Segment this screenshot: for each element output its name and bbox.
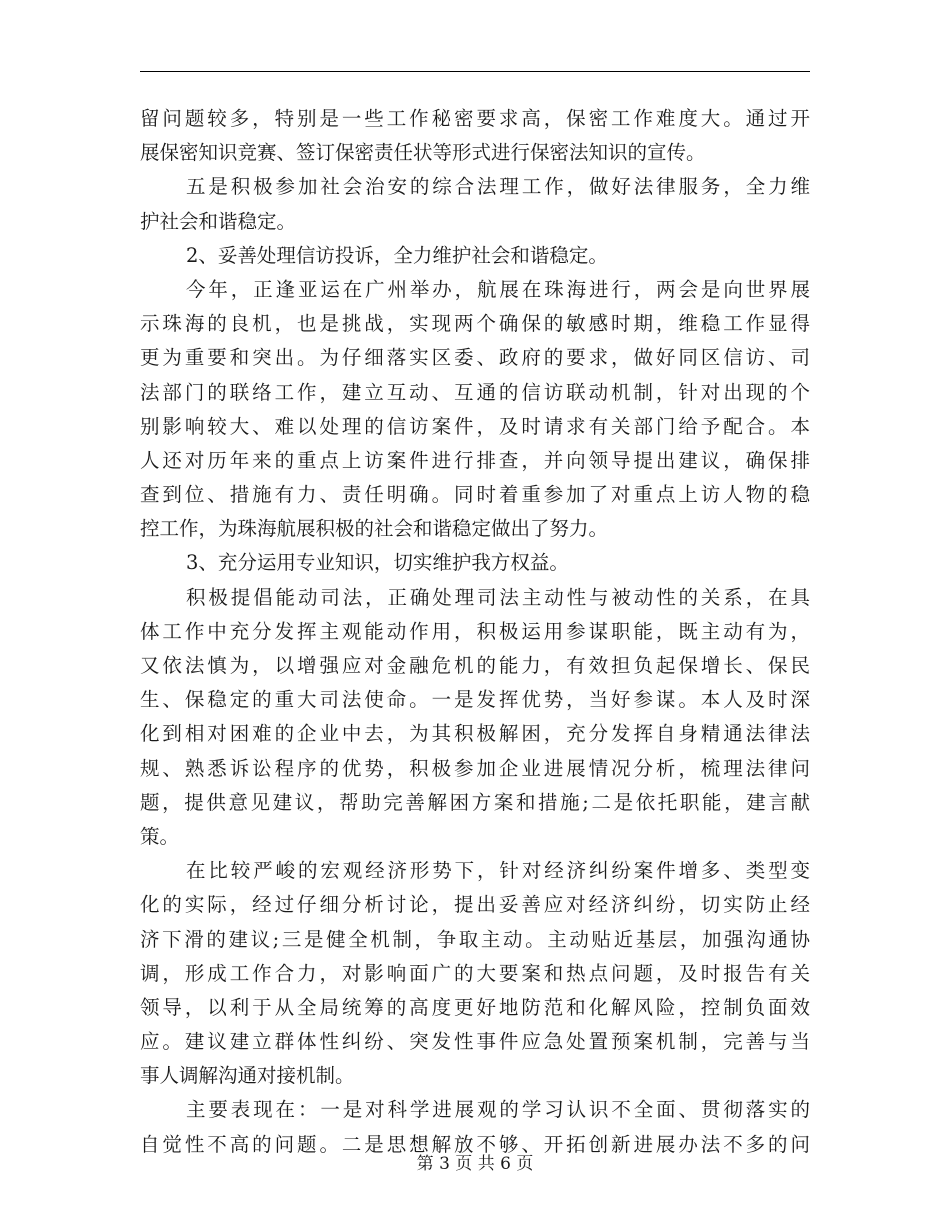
text-line: 展保密知识竞赛、签订保密责任状等形式进行保密法知识的宣传。	[140, 141, 706, 165]
text-line: 应。建议建立群体性纠纷、突发性事件应急处置预案机制，完善与当	[140, 1030, 810, 1054]
text-line: 生、保稳定的重大司法使命。一是发挥优势，当好参谋。本人及时深	[140, 688, 810, 712]
paragraph-first-line: 主要表现在：一是对科学进展观的学习认识不全面、贯彻落实的	[186, 1098, 810, 1122]
text-line: 领导，以利于从全局统筹的高度更好地防范和化解风险，控制负面效	[140, 995, 810, 1019]
section-heading: 3、充分运用专业知识，切实维护我方权益。	[186, 551, 569, 575]
text-line: 查到位、措施有力、责任明确。同时着重参加了对重点上访人物的稳	[140, 483, 810, 507]
text-line: 别影响较大、难以处理的信访案件，及时请求有关部门给予配合。本	[140, 414, 810, 438]
text-line: 调，形成工作合力，对影响面广的大要案和热点问题，及时报告有关	[140, 961, 810, 985]
page-number-footer: 第 3 页 共 6 页	[416, 1154, 534, 1174]
text-line: 控工作，为珠海航展积极的社会和谐稳定做出了努力。	[140, 517, 609, 541]
text-line: 法部门的联络工作，建立互动、互通的信访联动机制，针对出现的个	[140, 380, 810, 404]
text-line: 题，提供意见建议，帮助完善解困方案和措施;二是依托职能，建言献	[140, 790, 810, 814]
paragraph-first-line: 在比较严峻的宏观经济形势下，针对经济纠纷案件增多、类型变	[186, 859, 810, 883]
text-line: 又依法慎为，以增强应对金融危机的能力，有效担负起保增长、保民	[140, 654, 810, 677]
text-line: 护社会和谐稳定。	[140, 209, 297, 233]
text-line: 留问题较多，特别是一些工作秘密要求高，保密工作难度大。通过开	[140, 107, 810, 130]
paragraph-first-line: 五是积极参加社会治安的综合法理工作，做好法律服务，全力维	[186, 175, 810, 199]
document-body	[140, 102, 810, 1162]
header-rule	[140, 71, 810, 72]
text-line: 更为重要和突出。为仔细落实区委、政府的要求，做好同区信访、司	[140, 346, 810, 370]
text-line: 自觉性不高的问题。二是思想解放不够、开拓创新进展办法不多的问	[140, 1132, 810, 1156]
text-line: 示珠海的良机，也是挑战，实现两个确保的敏感时期，维稳工作显得	[140, 312, 810, 336]
paragraph-first-line: 积极提倡能动司法，正确处理司法主动性与被动性的关系，在具	[186, 585, 810, 609]
text-line: 策。	[140, 824, 180, 848]
section-heading: 2、妥善处理信访投诉，全力维护社会和谐稳定。	[186, 243, 608, 267]
text-line: 人还对历年来的重点上访案件进行排查，并向领导提出建议，确保排	[140, 448, 810, 472]
paragraph-first-line: 今年，正逢亚运在广州举办，航展在珠海进行，两会是向世界展	[186, 277, 810, 301]
text-line: 化到相对困难的企业中去，为其积极解困，充分发挥自身精通法律法	[140, 722, 810, 746]
text-line: 济下滑的建议;三是健全机制，争取主动。主动贴近基层，加强沟通协	[140, 927, 810, 951]
text-line: 体工作中充分发挥主观能动作用，积极运用参谋职能，既主动有为，	[140, 619, 810, 643]
text-line: 规、熟悉诉讼程序的优势，积极参加企业进展情况分析，梳理法律问	[140, 756, 810, 780]
text-line: 事人调解沟通对接机制。	[140, 1064, 355, 1088]
text-line: 化的实际，经过仔细分析讨论，提出妥善应对经济纠纷，切实防止经	[140, 893, 810, 917]
